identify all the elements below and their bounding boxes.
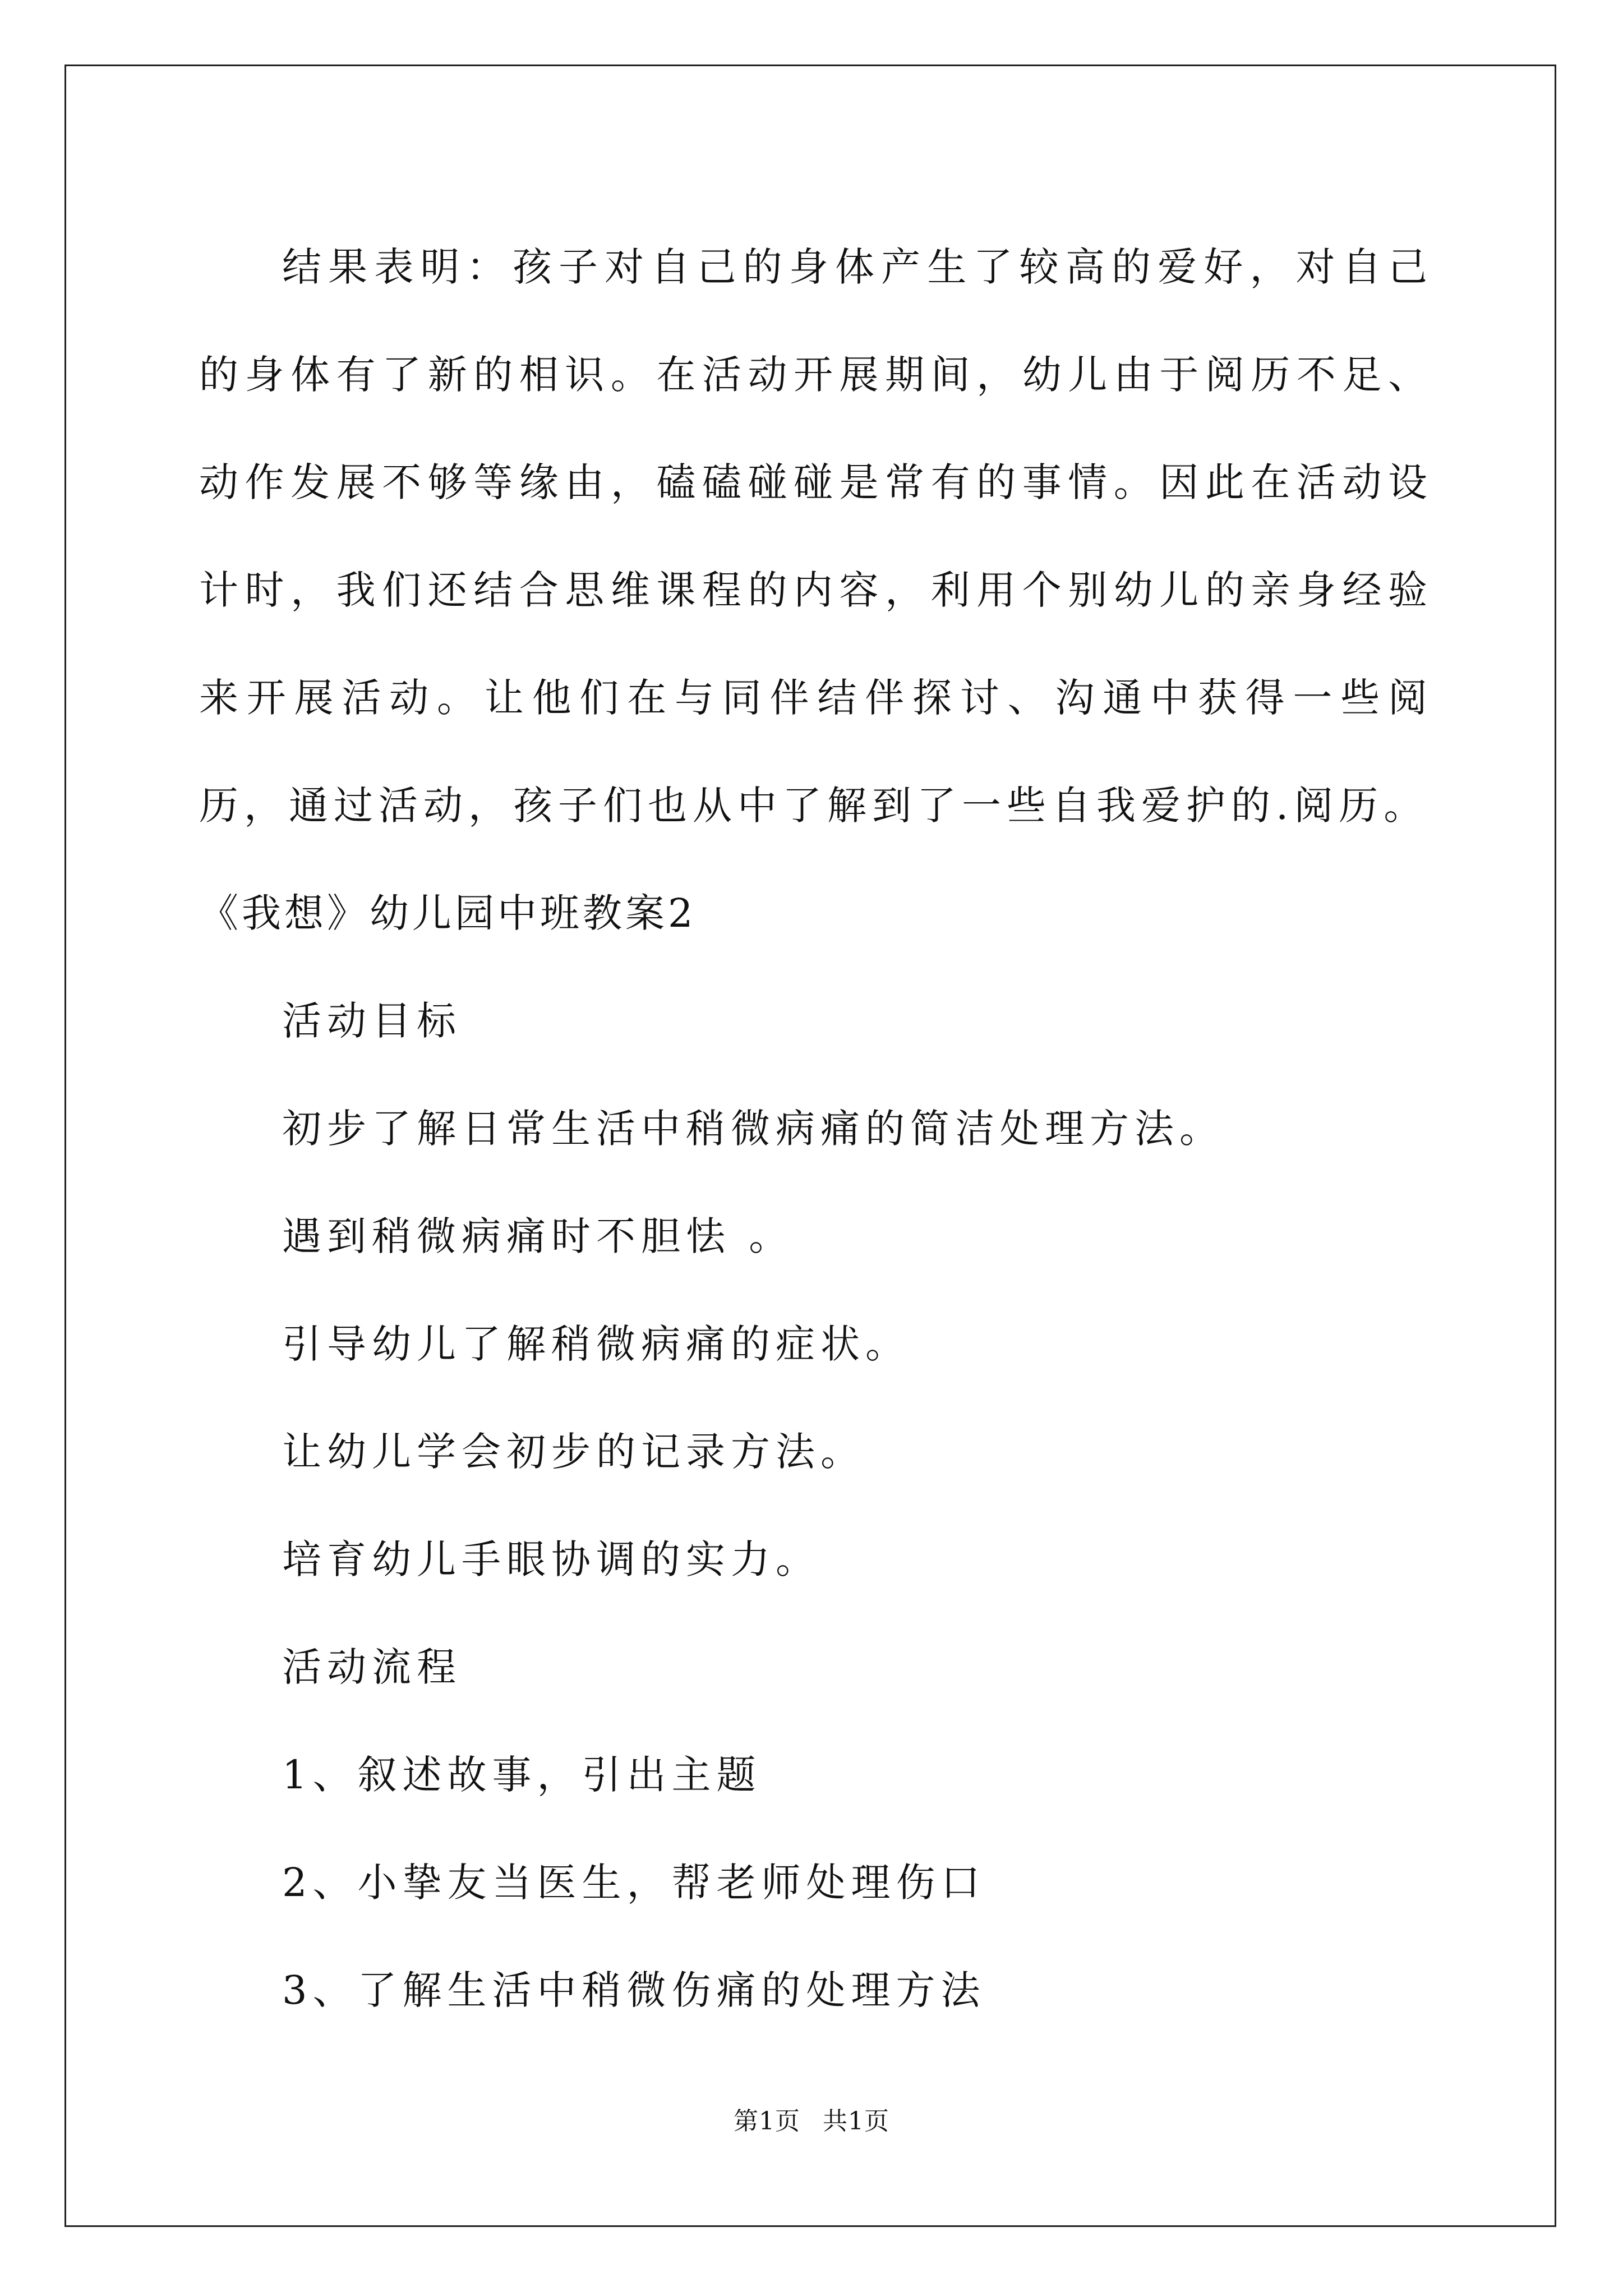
- flow-step: 1、叙述故事，引出主题: [282, 1752, 762, 1798]
- page-footer: [0, 2101, 1623, 2137]
- intro-paragraph: 结果表明：孩子对自己的身体产生了较高的爱好，对自己的身体有了新的相识。在活动开展期间，幼儿由于阅历不足、动作发展不够等缘由，磕磕碰碰是常有的事情。因此在活动设计时，我们还结合思维课程的内容，利用个别幼儿的亲身经验来开展活动。让他们在与同伴结伴探讨、沟通中获得一些阅历，通过活动，孩子们也从中了解到了一些自我爱护的.阅历。: [199, 244, 1433, 829]
- section-title: 《我想》幼儿园中班教案2: [199, 890, 697, 936]
- page-number: 第1页: [734, 2107, 800, 2136]
- document-body: [199, 213, 1433, 2044]
- page-count: 共1页: [823, 2107, 889, 2136]
- goal-item: 培育幼儿手眼协调的实力。: [282, 1536, 820, 1582]
- goal-item: 遇到稍微病痛时不胆怯 。: [282, 1213, 794, 1259]
- goal-item: 初步了解日常生活中稍微病痛的简洁处理方法。: [282, 1106, 1224, 1152]
- goal-item: 引导幼儿了解稍微病痛的症状。: [282, 1321, 910, 1367]
- flow-step: 3、了解生活中稍微伤痛的处理方法: [282, 1967, 986, 2013]
- goal-heading: 活动目标: [282, 998, 462, 1044]
- flow-heading: 活动流程: [282, 1644, 462, 1690]
- goal-item: 让幼儿学会初步的记录方法。: [282, 1429, 865, 1475]
- flow-step: 2、小挚友当医生，帮老师处理伤口: [282, 1860, 986, 1906]
